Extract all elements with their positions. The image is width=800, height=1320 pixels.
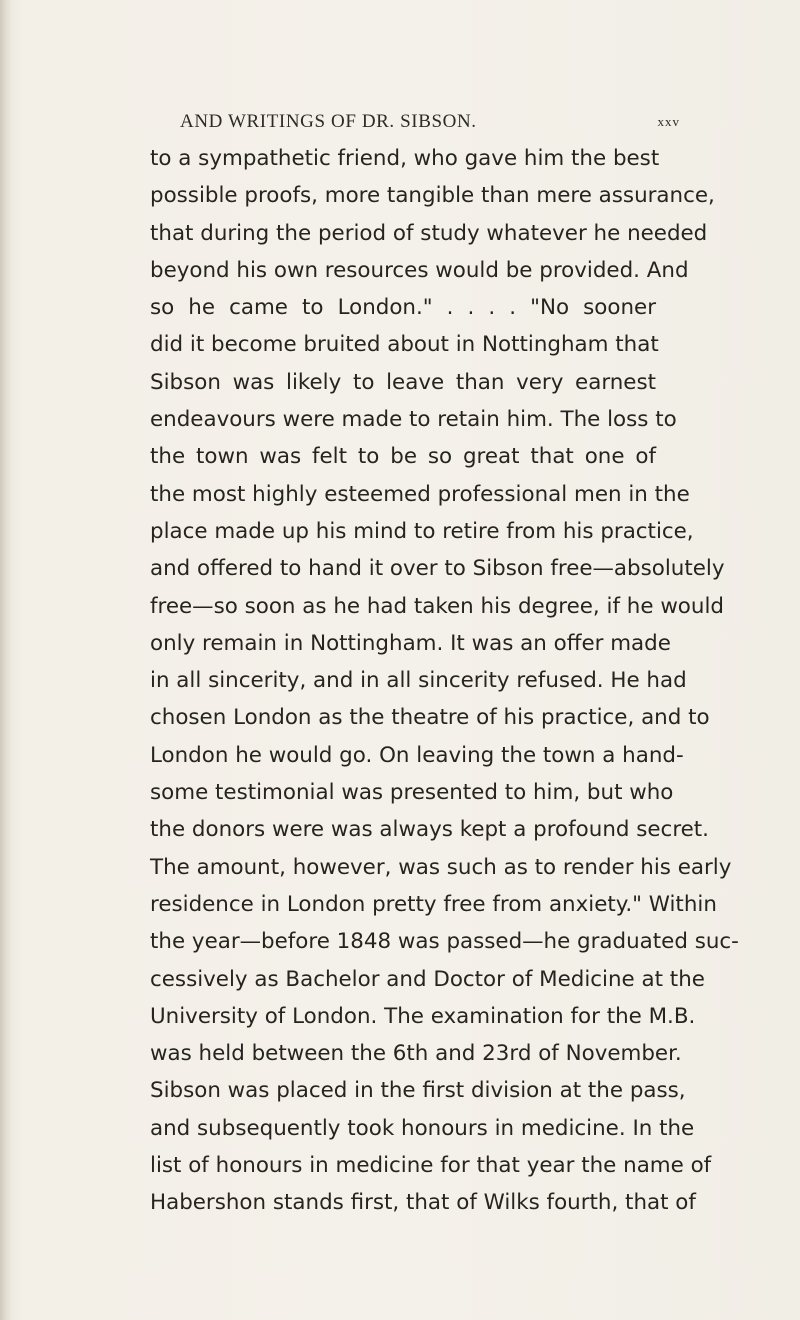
text-line: to a sympathetic friend, who gave him the best (150, 146, 660, 171)
text-line: was held between the 6th and 23rd of November. (150, 1041, 682, 1067)
text-line: beyond his own resources would be provided. And (150, 257, 689, 283)
text-line: Sibson was placed in the first division at the pass, (150, 1078, 686, 1104)
running-title: AND WRITINGS OF DR. SIBSON. (180, 111, 477, 132)
text-line: and offered to hand it over to Sibson free—absolutely (150, 556, 725, 582)
text-line: University of London. The examination for the M.B. (150, 1003, 696, 1029)
text-line: did it become bruited about in Nottingham that (150, 332, 659, 358)
text-line: in all sincerity, and in all sincerity refused. He had (150, 668, 687, 694)
running-head (180, 111, 680, 135)
text-line: chosen London as the theatre of his practice, and to (150, 705, 710, 731)
text-line: some testimonial was presented to him, but who (150, 780, 674, 806)
text-line: so he came to London." . . . . "No sooner (150, 295, 656, 321)
text-line: Sibson was likely to leave than very earnest (150, 369, 656, 395)
text-line: residence in London pretty free from anxiety." Within (150, 891, 717, 917)
page-gutter (0, 0, 12, 1320)
page-number: xxv (657, 114, 680, 129)
text-line: the year—before 1848 was passed—he graduated suc- (150, 929, 739, 955)
text-line: free—so soon as he had taken his degree, if he would (150, 593, 724, 619)
text-line: cessively as Bachelor and Doctor of Medicine at the (150, 966, 705, 992)
text-line: place made up his mind to retire from his practice, (150, 518, 694, 544)
text-line: list of honours in medicine for that year the name of (150, 1153, 712, 1179)
text-line: endeavours were made to retain him. The loss to (150, 407, 677, 433)
text-line: and subsequently took honours in medicine. In the (150, 1115, 695, 1141)
text-line: the donors were was always kept a profound secret. (150, 817, 709, 843)
text-line: The amount, however, was such as to render his early (150, 854, 732, 880)
text-line: London he would go. On leaving the town a hand- (150, 742, 684, 768)
text-line: Habershon stands first, that of Wilks fourth, that of (150, 1190, 696, 1216)
text-line: the most highly esteemed professional men in the (150, 481, 690, 507)
text-line: only remain in Nottingham. It was an offer made (150, 630, 671, 656)
body-text (150, 140, 739, 1222)
text-line: possible proofs, more tangible than mere assurance, (150, 183, 715, 209)
text-line: the town was felt to be so great that one of (150, 444, 656, 470)
text-line: that during the period of study whatever he needed (150, 220, 708, 246)
